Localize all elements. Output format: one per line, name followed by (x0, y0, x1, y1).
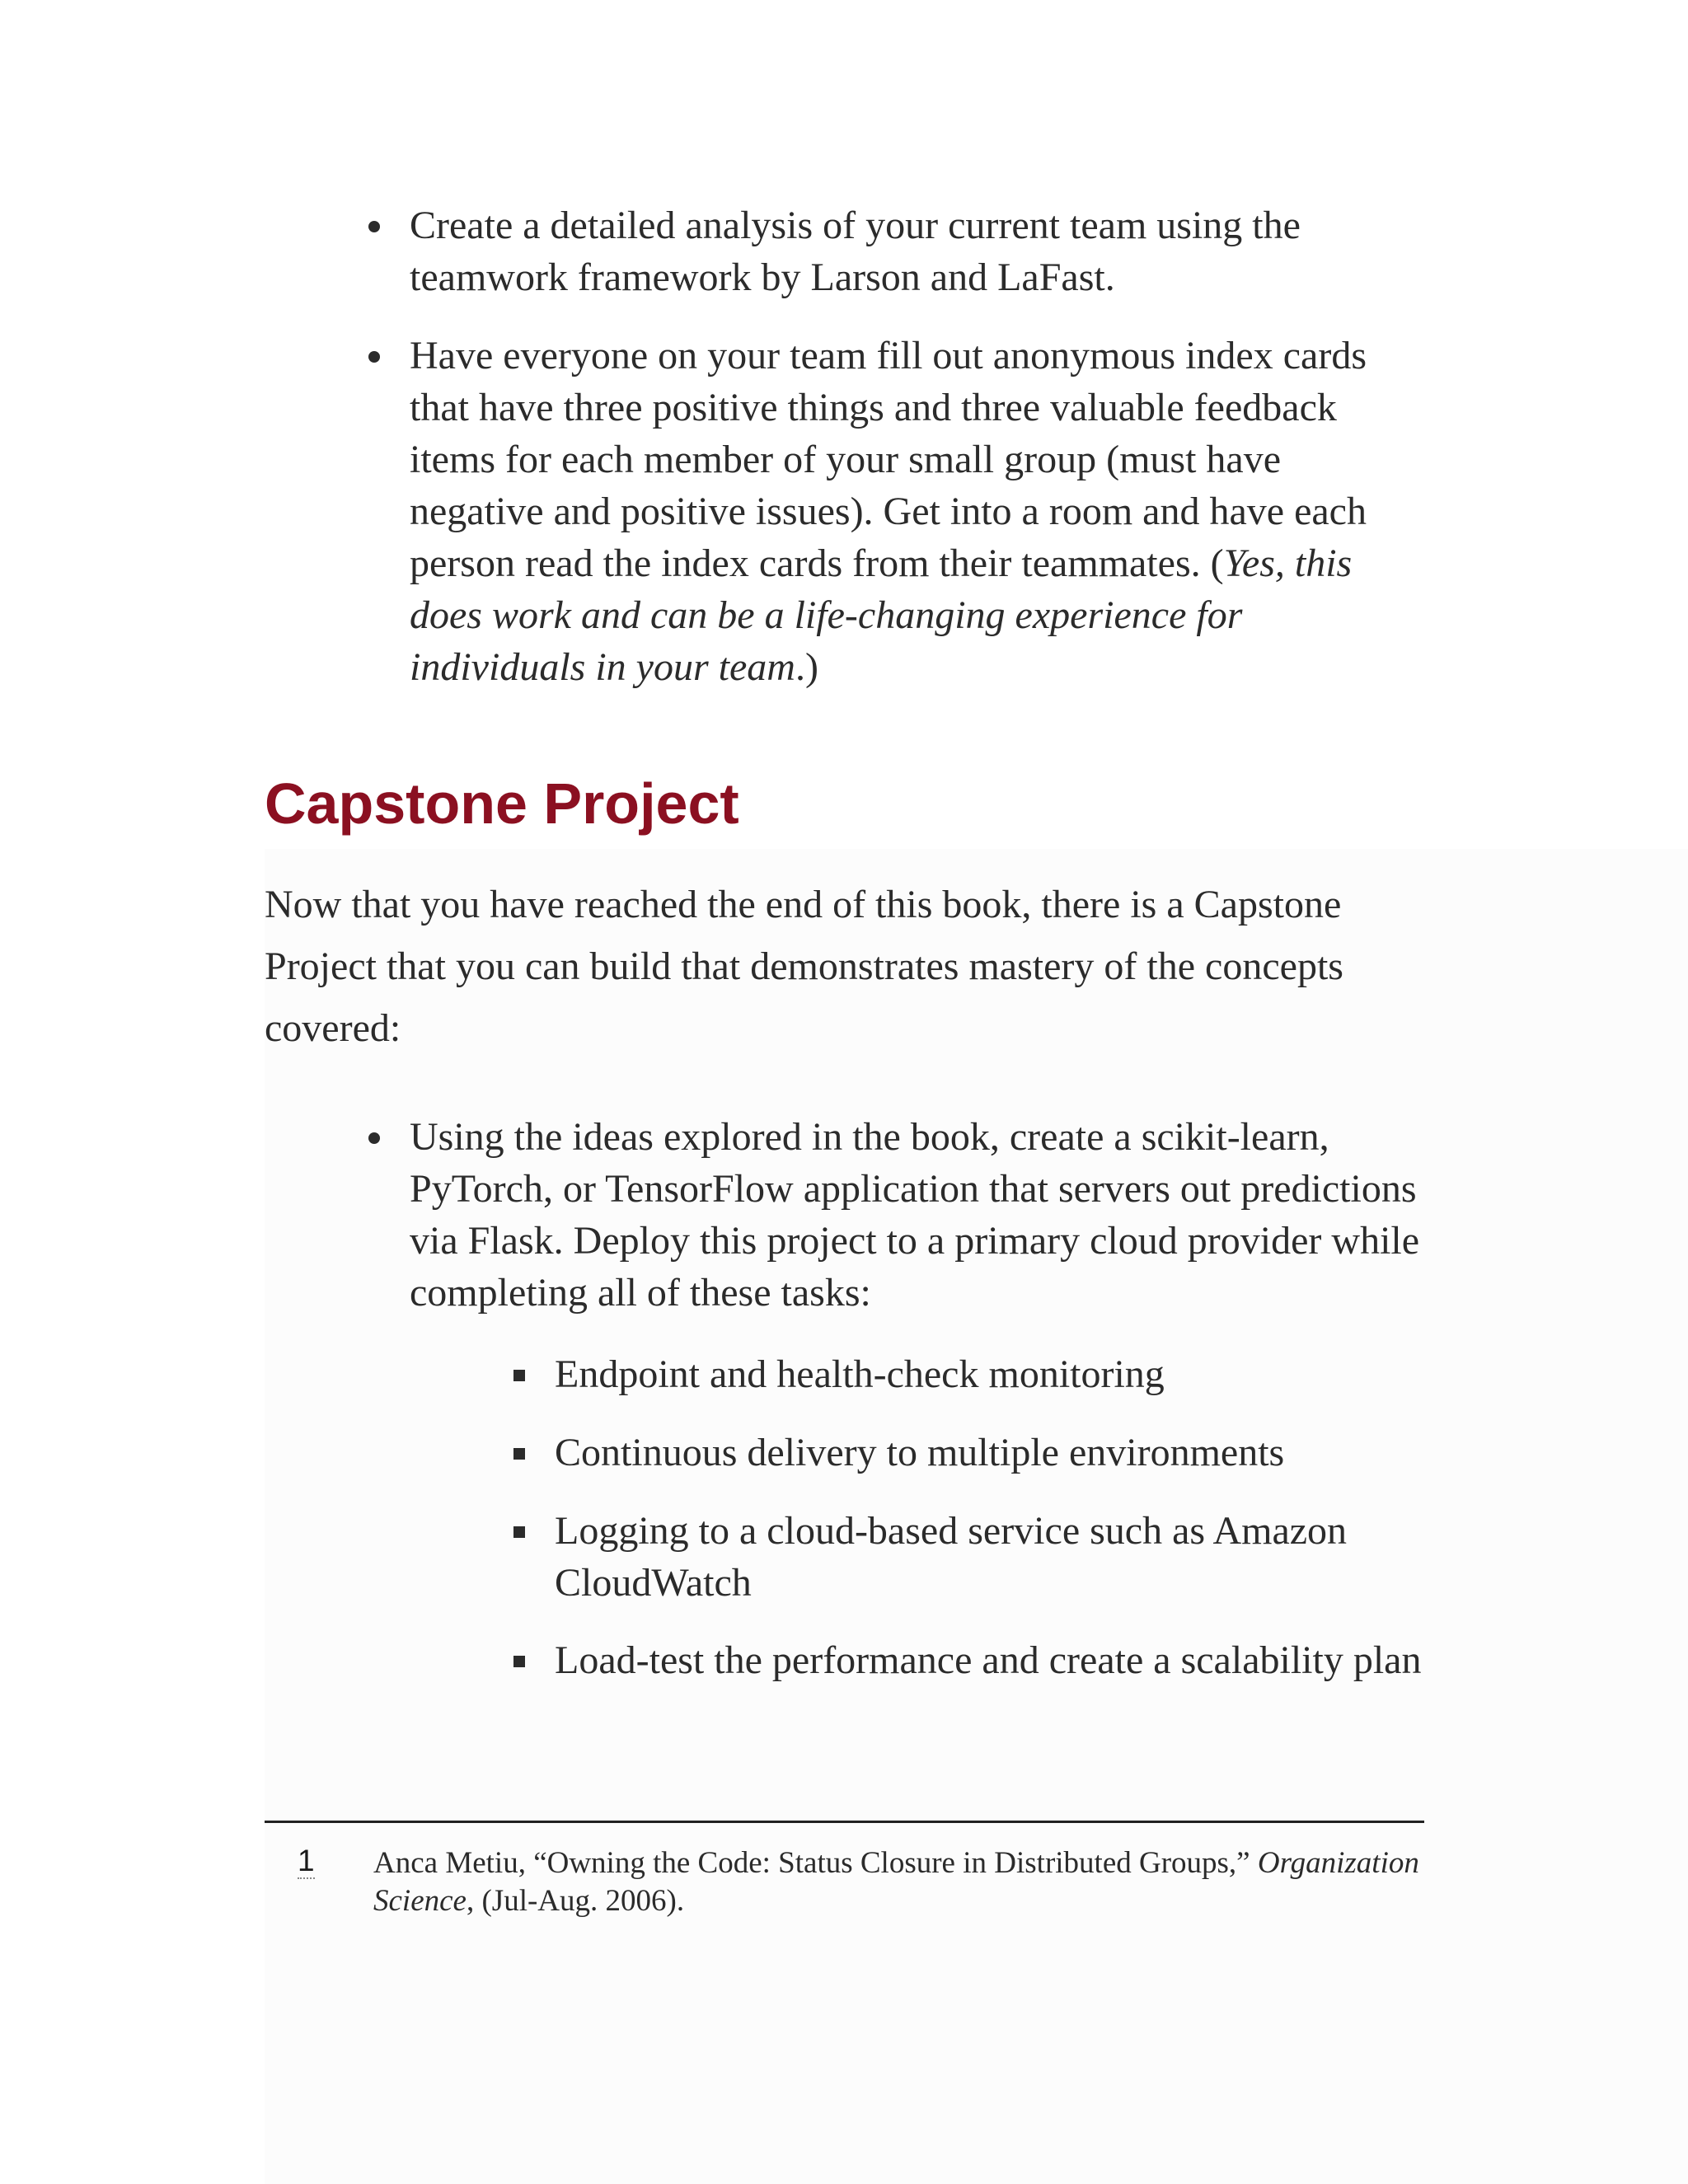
bullet-italic-text: Yes, this does work and can be a life-changing experience for individuals in your team (410, 541, 1353, 689)
task-list (265, 1348, 1424, 1400)
task-text: Continuous delivery to multiple environments (555, 1431, 1285, 1474)
task-list (265, 1505, 1424, 1609)
bullet-dot (368, 1132, 380, 1144)
square-bullet (513, 1656, 525, 1667)
square-bullet (513, 1526, 525, 1538)
bullet-dot (368, 221, 380, 232)
square-bullet (513, 1370, 525, 1381)
footnote-divider (265, 1821, 1424, 1823)
bullet-dot (368, 351, 380, 363)
task-item (265, 1348, 1424, 1400)
footnote-journal: Organization Science (373, 1846, 1419, 1918)
bullet-text: Have everyone on your team fill out anonymous index cards that have three positive things and three valuable feedback items for each member of your small group (must have negative and positive issues). Get into a room and have each person read the index cards from their teammates. ( (410, 334, 1367, 585)
footnote-text (373, 1844, 1424, 1920)
bullet-text: Create a detailed analysis of your current team using the teamwork framework by Larson and LaFast. (410, 204, 1301, 299)
footnote-number-link[interactable]: 1 (298, 1844, 315, 1877)
bullet-text-end: .) (795, 645, 818, 689)
section-heading: Capstone Project (265, 771, 739, 836)
task-item (265, 1505, 1424, 1609)
list-item (265, 199, 1424, 303)
task-list (265, 1634, 1424, 1686)
task-text: Logging to a cloud-based service such as Amazon CloudWatch (555, 1509, 1348, 1605)
footnote-text-start: Anca Metiu, “Owning the Code: Status Closure in Distributed Groups,” (373, 1846, 1258, 1880)
list-item (265, 1111, 1424, 1319)
bullet-text: Using the ideas explored in the book, create a scikit-learn, PyTorch, or TensorFlow application that servers out predictions via Flask. Deploy this project to a primary cloud provider while completing all of these tasks: (410, 1115, 1420, 1315)
task-item (265, 1634, 1424, 1686)
footnote (298, 1844, 1424, 1920)
task-text: Load-test the performance and create a scalability plan (555, 1638, 1422, 1682)
task-text: Endpoint and health-check monitoring (555, 1352, 1165, 1396)
capstone-bullet-list (265, 1111, 1424, 1319)
list-item (265, 330, 1424, 693)
square-bullet (513, 1448, 525, 1460)
section-paragraph: Now that you have reached the end of this book, there is a Capstone Project that you can build that demonstrates mastery of the concepts covered: (265, 883, 1343, 1050)
intro-bullet-list-2 (265, 330, 1424, 693)
intro-bullet-list (265, 199, 1424, 303)
task-list (265, 1427, 1424, 1479)
footnote-text-end: , (Jul-Aug. 2006). (466, 1884, 685, 1918)
task-item (265, 1427, 1424, 1479)
